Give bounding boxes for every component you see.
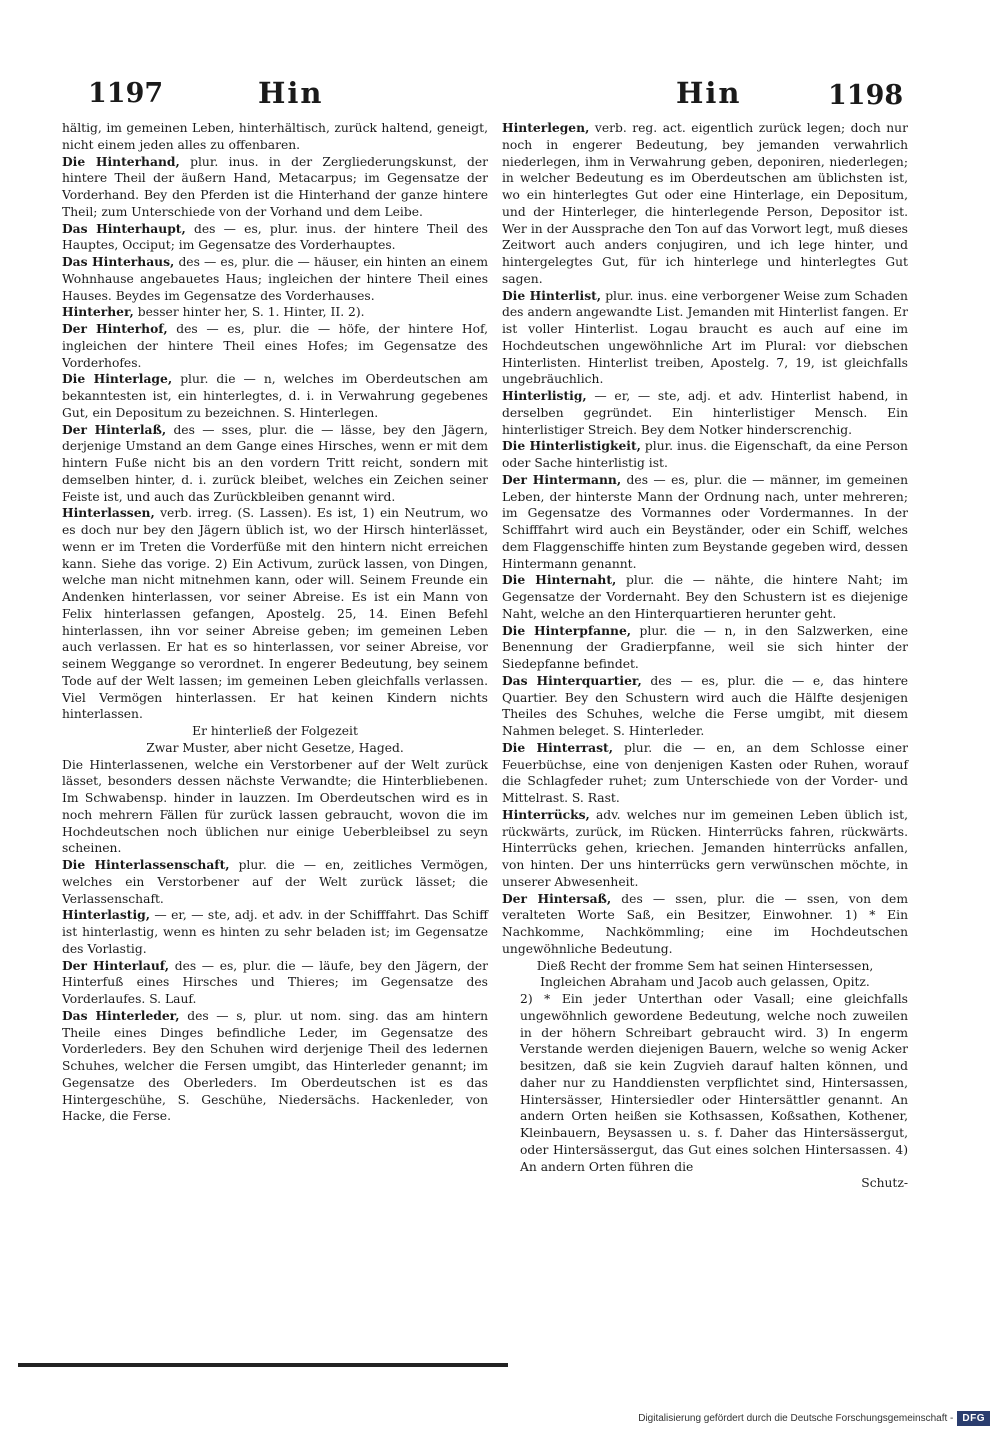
running-head-right: Hin — [676, 76, 742, 110]
entry-headword: Die Hinterlage, — [62, 371, 173, 387]
dictionary-entry — [62, 321, 488, 371]
entry-text: des — es, plur. die — läufe, bey den Jägern, der Hinterfuß eines Hirsches und Thieres; im Gegensatze des Vorderlaufes. S. Lauf. — [62, 958, 488, 1006]
entry-text: Zwar Muster, aber nicht Gesetze, Haged. — [146, 740, 404, 755]
entry-headword: Der Hinterlauf, — [62, 957, 170, 973]
dictionary-entry — [62, 757, 488, 858]
dictionary-entry — [502, 891, 908, 958]
entry-text: des — es, plur. die — höfe, der hintere Hof, ingleichen der hintere Theil eines Hofes; im Gegensatze des Vorderhofes. — [62, 322, 488, 370]
dictionary-entry — [502, 807, 908, 891]
entry-text: plur. inus. in der Zergliederungskunst, der hintere Theil der äußern Hand, Metacarpus; im Gegensatze der Vorderhand. Bey den Pferden ist die Hinterhand der ganze hintere Theil; zum Unterschiede von der Vorhand und dem Leibe. — [62, 154, 488, 219]
dictionary-entry — [62, 120, 488, 154]
dictionary-entry — [62, 371, 488, 421]
page-number-right: 1198 — [828, 80, 904, 111]
dictionary-entry — [502, 388, 908, 438]
entry-headword: Die Hinterrast, — [502, 739, 614, 755]
dictionary-entry — [502, 974, 908, 991]
dictionary-entry — [62, 740, 488, 757]
entry-text: des — s, plur. ut nom. sing. das am hintern Theile eines Dinges befindliche Leder, im Gegensatze des Vorderleders. Bey den Schuhen wird derjenige Theil des ledernen Schuhes, welcher die Fersen umgibt, das Hinterleder genannt; im Gegensatze des Oberleders. Im Oberdeutschen ist es das Hintergeschühe, S. Geschühe, Niedersächs. Hackenleder, von Hacke, die Ferse. — [62, 1008, 488, 1124]
entry-headword: Der Hinterhof, — [62, 321, 168, 336]
entry-headword: Die Hinterlistigkeit, — [502, 438, 641, 454]
dictionary-entry — [502, 623, 908, 673]
entry-text: Schutz- — [861, 1176, 908, 1191]
digitization-footer — [638, 1407, 990, 1429]
dictionary-entry — [502, 1175, 908, 1192]
page-header — [0, 76, 1000, 116]
entry-headword: Der Hintermann, — [502, 471, 622, 487]
entry-text: des — sses, plur. die — lässe, bey den Jägern, derjenige Umstand an dem Gange eines Hirsches, wenn er mit dem hintern Fuße nicht bis an den vordern Tritt reicht, sondern mit demselben hinter, d. i. zurück bleibet, welches ein Zeichen seiner Feiste ist, und auch das Zurückbleiben genannt wird. — [62, 422, 488, 504]
entry-text: plur. die — n, in den Salzwerken, eine Benennung der Gradierpfanne, weil sie sich hinter der Siedepfanne befindet. — [502, 623, 908, 671]
entry-headword: Hinterlassen, — [62, 505, 155, 521]
entry-text: plur. die — n, welches im Oberdeutschen am bekanntesten ist, ein hinterlegtes, d. i. in Verwahrung gegebenes Gut, ein Depositum zu bezeichnen. S. Hinterlegen. — [62, 372, 488, 420]
dfg-logo: DFG — [957, 1411, 990, 1426]
running-head-left: Hin — [258, 76, 324, 110]
entry-text: plur. die — en, an dem Schlosse einer Feuerbüchse, eine von denjenigen Kasten oder Ruhen, worauf die Schlagfeder ruhet; zum Unterschiede von der Vorder- und Mittelrast. S. Rast. — [502, 740, 908, 805]
entry-headword: Das Hinterhaupt, — [62, 220, 186, 236]
entry-text: hältig, im gemeinen Leben, hinterhältisch, zurück haltend, geneigt, nicht einem jeden alles zu offenbaren. — [62, 121, 488, 152]
right-column — [502, 120, 908, 1192]
dictionary-entry — [62, 958, 488, 1008]
bottom-rule — [18, 1363, 508, 1367]
left-column — [62, 120, 488, 1125]
dictionary-entry — [62, 1008, 488, 1125]
entry-headword: Der Hintersaß, — [502, 890, 612, 906]
entry-text: plur. inus. eine verborgener Weise zum Schaden des andern angewandte List. Jemanden mit Hinterlist fangen. Er ist voller Hinterlist. Logau braucht es auch auf eine im Hochdeutschen ungewöhnliche Art im Plural: vor diebschen Hinterlisten. Hinterlist treiben, Apostelg. 7, 19, ist gleichfalls ungebräuchlich. — [502, 288, 908, 387]
entry-headword: Die Hinterpfanne, — [502, 622, 632, 638]
entry-text: des — ssen, plur. die — ssen, von dem veralteten Worte Saß, ein Besitzer, Einwohner. 1) * Ein Nachkomme, Nachkömmling; eine im Hochdeutschen ungewöhnliche Bedeutung. — [502, 891, 908, 956]
entry-headword: Hinterrücks, — [502, 806, 590, 822]
entry-text: verb. reg. act. eigentlich zurück legen; doch nur noch in engerer Bedeutung, bey jemanden verwahrlich niederlegen, ihm in Verwahrung geben, deponiren, niederlegen; in welcher Bedeutung es im Oberdeutschen am üblichsten ist, wo ein hinterlegtes Gut oder eine Hinterlage, ein Depositum, und der Hinterleger, die hinterlegende Person, Depositor ist. Wer in der Aussprache den Ton auf das Vorwort legt, muß dieses Zeitwort auch anders conjugiren, und ich lege hinter, und hintergelegtes Gut, für ich hinterlege und hinterlegtes Gut sagen. — [502, 121, 908, 286]
entry-headword: Das Hinterhaus, — [62, 254, 175, 269]
entry-text: adv. welches nur im gemeinen Leben üblich ist, rückwärts, zurück, im Rücken. Hinterrücks fahren, rückwärts. Hinterrücks gehen, kriechen. Jemanden hinterrücks anfallen, von hinten. Der uns hinterrücks gern verwünschen möchte, in unserer Abwesenheit. — [502, 807, 908, 889]
dictionary-entry — [502, 673, 908, 740]
dictionary-entry — [62, 857, 488, 907]
funding-credit: Digitalisierung gefördert durch die Deutsche Forschungsgemeinschaft - — [638, 1412, 954, 1424]
entry-headword: Hinterher, — [62, 304, 134, 320]
entry-text: plur. die — en, zeitliches Vermögen, welches ein Verstorbener auf der Welt zurück lässet; die Verlassenschaft. — [62, 858, 488, 906]
entry-text: des — es, plur. die — männer, im gemeinen Leben, der hinterste Mann der Ordnung nach, unter mehreren; im Gegensatze des Vormannes oder Vordermannes. In der Schifffahrt wird auch ein Beyständer, oder ein Schiff, welches dem Flaggenschiffe hinten zum Beystande gegeben wird, dessen Hintermann genannt. — [502, 472, 908, 571]
dictionary-entry — [62, 304, 488, 321]
dictionary-entry — [502, 288, 908, 389]
entry-text: Die Hinterlassenen, welche ein Verstorbener auf der Welt zurück lässet, besonders dessen nächste Verwandte; die Hinterbliebenen. Im Schwabensp. hinder in lauzzen. Im Oberdeutschen wird es in noch mehrern Fällen für zurück lassen gebraucht, wovon die im Hochdeutschen noch üblichen nur einige Ueberbleibsel zu seyn scheinen. — [62, 757, 488, 856]
entry-text: Er hinterließ der Folgezeit — [192, 724, 358, 738]
entry-text: — er, — ste, adj. et adv. in der Schifffahrt. Das Schiff ist hinterlastig, wenn es hinten zu sehr beladen ist; im Gegensatze des Vorlastig. — [62, 908, 488, 956]
dictionary-entry — [502, 991, 908, 1175]
dictionary-entry — [502, 572, 908, 622]
page-number-left: 1197 — [88, 78, 164, 109]
entry-headword: Das Hinterleder, — [62, 1007, 180, 1023]
dictionary-entry — [62, 254, 488, 304]
dictionary-entry — [502, 740, 908, 807]
entry-text: des — es, plur. die — e, das hintere Quartier. Bey den Schustern wird auch die Hälfte desjenigen Theiles des Schuhes, welche die Ferse umgibt, mit diesem Nahmen beleget. S. Hinterleder. — [502, 673, 908, 738]
entry-text: des — es, plur. inus. der hintere Theil des Hauptes, Occiput; im Gegensatze des Vorderhauptes. — [62, 221, 488, 253]
entry-headword: Die Hinterlist, — [502, 287, 602, 303]
entry-headword: Hinterlegen, — [502, 120, 590, 135]
dictionary-entry — [502, 438, 908, 472]
entry-text: 2) * Ein jeder Unterthan oder Vasall; eine gleichfalls ungewöhnlich gewordene Bedeutung, welche noch zuweilen in der höhern Schreibart gebraucht wird. 3) In engerm Verstande werden diejenigen Bauern, welche so wenig Acker besitzen, daß sie kein Zugvieh darauf halten können, und daher nur zu Handdiensten verpflichtet sind, Hintersassen, Hintersässer, Hintersiedler oder Hintersättler genannt. An andern Orten heißen sie Kothsassen, Koßsathen, Kothener, Kleinbauern, Beysassen u. s. f. Daher das Hintersässergut, oder Hintersässergut, das Gut eines solchen Hintersassen. 4) An andern Orten führen die — [520, 992, 908, 1174]
entry-headword: Die Hinterhand, — [62, 153, 180, 169]
dictionary-entry — [62, 907, 488, 957]
dictionary-entry — [62, 422, 488, 506]
dictionary-entry — [502, 120, 908, 288]
entry-text: plur. inus. die Eigenschaft, da eine Person oder Sache hinterlistig ist. — [502, 439, 908, 470]
entry-headword: Die Hinterlassenschaft, — [62, 857, 230, 872]
dictionary-entry — [502, 958, 908, 975]
entry-headword: Der Hinterlaß, — [62, 421, 167, 437]
entry-text: — er, — ste, adj. et adv. Hinterlist habend, in derselben gegründet. Ein hinterlistiger Mensch. Ein hinterlistiger Streich. Bey dem Notker hinderscrenchig. — [502, 389, 908, 437]
entry-text: Dieß Recht der fromme Sem hat seinen Hintersessen, — [536, 958, 874, 973]
dictionary-entry — [62, 221, 488, 255]
dictionary-entry — [62, 505, 488, 723]
entry-headword: Die Hinternaht, — [502, 572, 617, 588]
entry-text: plur. die — nähte, die hintere Naht; im Gegensatze der Vordernaht. Bey den Schustern ist es diejenige Naht, welche an den Hinterquartieren herunter geht. — [502, 573, 908, 621]
entry-headword: Das Hinterquartier, — [502, 672, 642, 688]
dictionary-entry — [502, 472, 908, 573]
entry-text: des — es, plur. die — häuser, ein hinten an einem Wohnhause angebauetes Haus; ingleichen der hintere Theil eines Hauses. Beydes im Gegensatze des Vorderhauses. — [62, 255, 488, 303]
entry-text: verb. irreg. (S. Lassen). Es ist, 1) ein Neutrum, wo es doch nur bey den Jägern üblich ist, wo der Hirsch hinterlässet, wenn er im Treten die Vorderfüße mit den hintern nicht erreichen kann. Siehe das vorige. 2) Ein Activum, zurück lassen, von Dingen, welche man nicht mitnehmen kann, oder will. Seinem Freunde ein Andenken hinterlassen, vor seiner Abreise. Es ist ein Mann von Felix hinterlassen gefangen, Apostelg. 25, 14. Einen Befehl hinterlassen, ihn vor seiner Abreise geben; im gemeinen Leben auch verlassen. Er hat es so hinterlassen, vor seiner Abreise, vor seinem Weggange so verordnet. In engerer Bedeutung, bey seinem Tode auf der Welt lassen; im gemeinen Leben gleichfalls verlassen. Viel Vermögen hinterlassen. Er hat keinen Kindern nichts hinterlassen. — [62, 506, 488, 722]
entry-headword: Hinterlastig, — [62, 907, 151, 923]
entry-text: besser hinter her, S. 1. Hinter, II. 2). — [137, 305, 365, 320]
entry-text: Ingleichen Abraham und Jacob auch gelassen, Opitz. — [540, 975, 870, 990]
dictionary-entry — [62, 723, 488, 740]
dictionary-entry — [62, 154, 488, 221]
entry-headword: Hinterlistig, — [502, 388, 587, 403]
